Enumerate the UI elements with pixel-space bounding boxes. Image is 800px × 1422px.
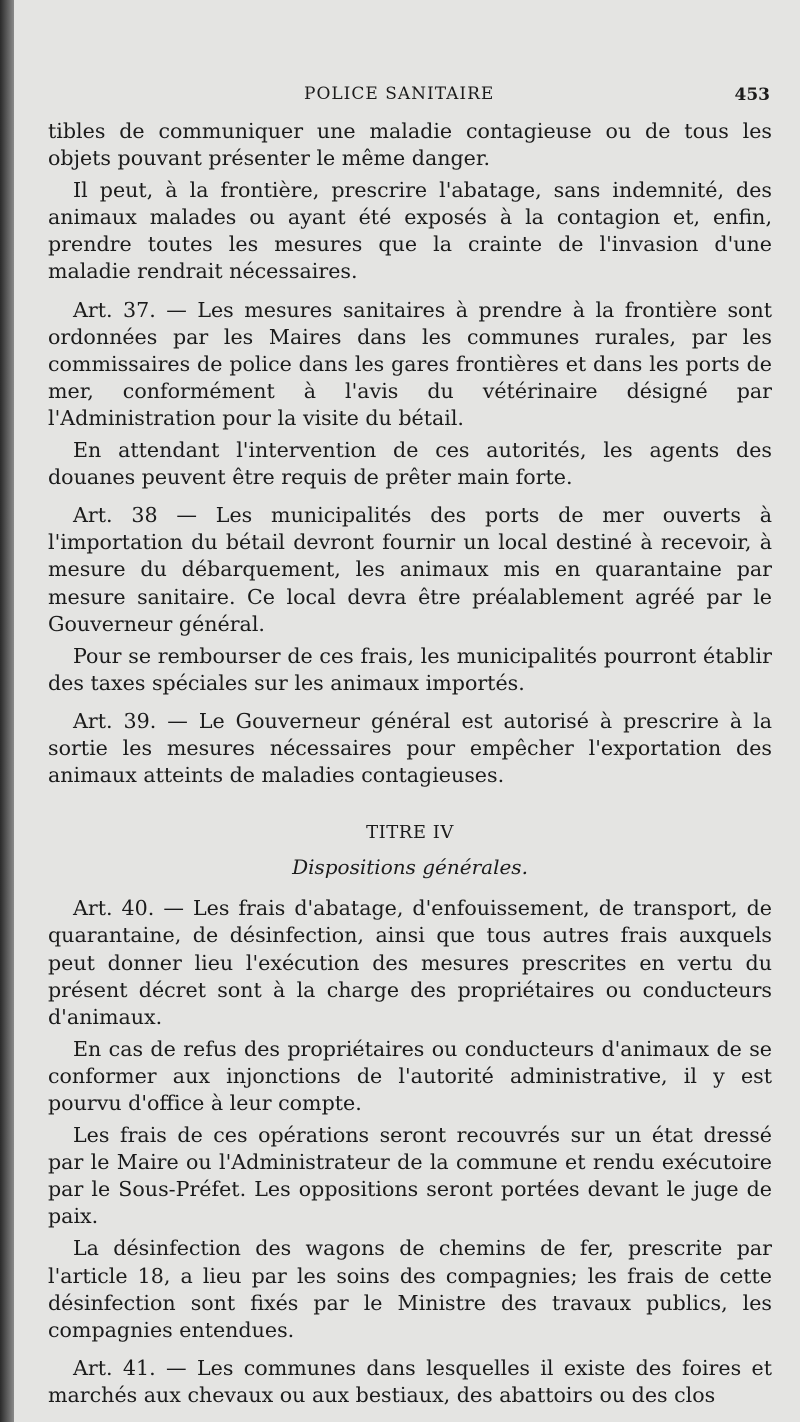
section-title: TITRE IV bbox=[366, 822, 454, 844]
paragraph: En cas de refus des propriétaires ou conducteurs d'animaux de se conformer aux injonctions de l'autorité administrative, il y est pourvu d'office à leur compte. bbox=[48, 1036, 772, 1115]
book-gutter-shadow bbox=[0, 0, 14, 1422]
article-41: Art. 41. — Les communes dans lesquelles il existe des foires et marchés aux chevaux ou aux bestiaux, des abattoirs ou des clos bbox=[48, 1355, 772, 1407]
article-40: Art. 40. — Les frais d'abatage, d'enfouissement, de transport, de quarantaine, de désinfection, ainsi que tous autres frais auxquels peut donner lieu l'exécution des mesures prescrites en vertu du présent décret sont à la charge des propriétaires ou conducteurs d'animaux. bbox=[48, 896, 772, 1029]
page-header bbox=[14, 84, 800, 110]
article-37: Art. 37. — Les mesures sanitaires à prendre à la frontière sont ordonnées par les Maires dans les communes rurales, par les commissaires de police dans les gares frontières et dans les ports de mer, conformément à l'avis du vétérinaire désigné par l'Administration pour la visite du bétail. bbox=[48, 297, 772, 430]
paragraph: Pour se rembourser de ces frais, les municipalités pourront établir des taxes spéciales sur les animaux importés. bbox=[48, 643, 772, 695]
paragraph-continuation: tibles de communiquer une maladie contagieuse ou de tous les objets pouvant présenter le même danger. bbox=[48, 119, 772, 171]
paragraph: Il peut, à la frontière, prescrire l'abatage, sans indemnité, des animaux malades ou ayant été exposés à la contagion et, enfin, prendre toutes les mesures que la crainte de l'invasion d'une maladie rendrait nécessaires. bbox=[48, 178, 772, 284]
book-page bbox=[14, 0, 800, 1422]
article-39: Art. 39. — Le Gouverneur général est autorisé à prescrire à la sortie les mesures nécessaires pour empêcher l'exportation des animaux atteints de maladies contagieuses. bbox=[48, 708, 772, 788]
paragraph: En attendant l'intervention de ces autorités, les agents des douanes peuvent être requis de prêter main forte. bbox=[48, 438, 772, 490]
page-number: 453 bbox=[734, 85, 770, 105]
paragraph: Les frais de ces opérations seront recouvrés sur un état dressé par le Maire ou l'Administrateur de la commune et rendu exécutoire par le Sous-Préfet. Les oppositions seront portées devant le juge de paix. bbox=[48, 1123, 772, 1229]
running-head: POLICE SANITAIRE bbox=[304, 84, 495, 104]
section-subtitle: Dispositions générales. bbox=[292, 855, 528, 880]
page-body bbox=[48, 118, 772, 1414]
paragraph: La désinfection des wagons de chemins de fer, prescrite par l'article 18, a lieu par les soins des compagnies; les frais de cette désinfection sont fixés par le Ministre des travaux publics, les compagnies entendues. bbox=[48, 1236, 772, 1342]
article-38: Art. 38 — Les municipalités des ports de mer ouverts à l'importation du bétail devront fournir un local destiné à recevoir, à mesure du débarquement, les animaux mis en quarantaine par mesure sanitaire. Ce local devra être préalablement agréé par le Gouverneur général. bbox=[48, 503, 772, 636]
